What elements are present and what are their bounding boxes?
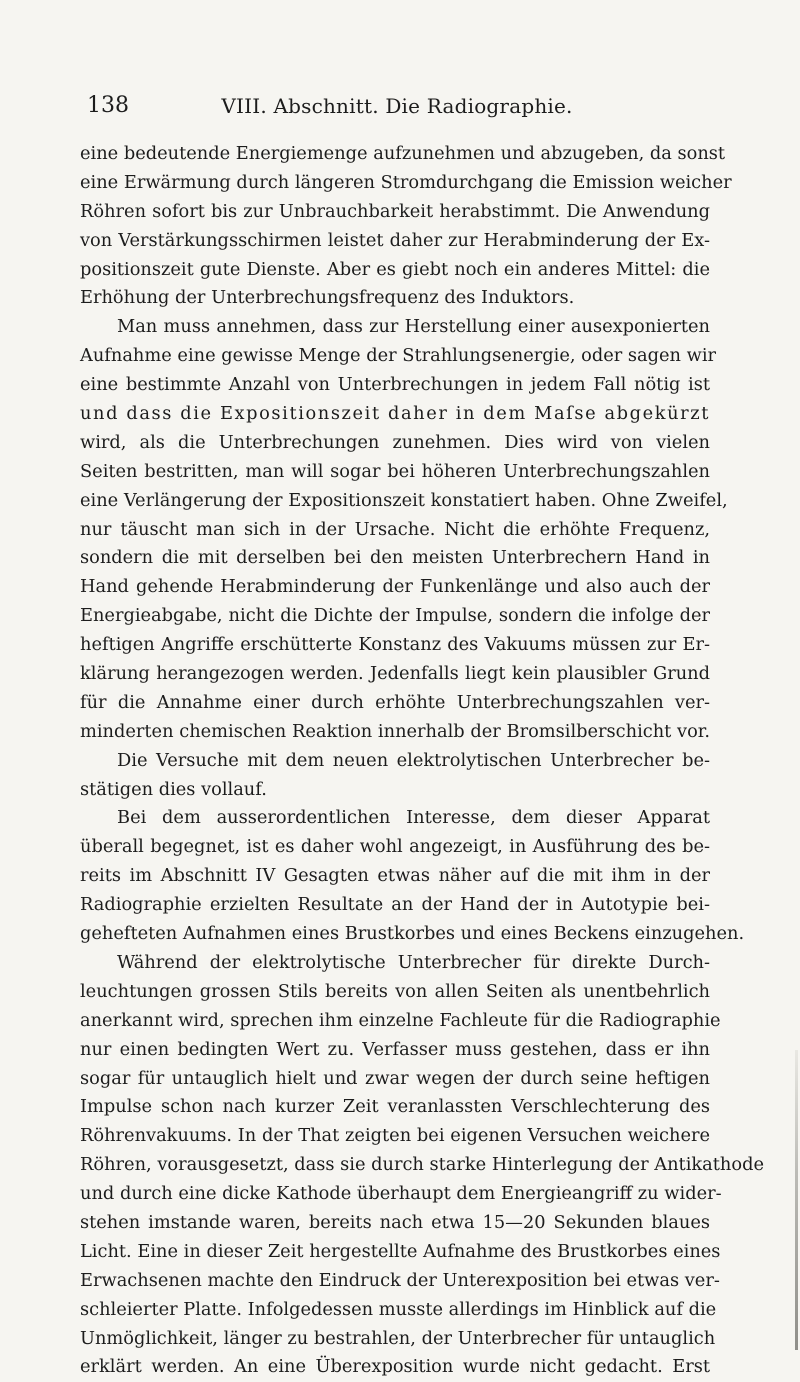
text-line: und durch eine dicke Kathode überhaupt dem Energieangriff zu wider- (80, 1183, 722, 1205)
text-line: Hand gehende Herabminderung der Funkenlänge und also auch der (80, 576, 710, 598)
text-line: Röhren, vorausgesetzt, dass sie durch starke Hinterlegung der Antikathode (80, 1154, 764, 1176)
text-line: leuchtungen grossen Stils bereits von allen Seiten als unentbehrlich (80, 980, 710, 1002)
text-line: minderten chemischen Reaktion innerhalb der Bromsilberschicht vor. (80, 720, 710, 742)
text-line: wird, als die Unterbrechungen zunehmen. Dies wird von vielen (80, 431, 710, 453)
text-line: Röhren sofort bis zur Unbrauchbarkeit herabstimmt. Die Anwendung (80, 200, 710, 222)
text-line: Energieabgabe, nicht die Dichte der Impulse, sondern die infolge der (80, 605, 710, 627)
text-line: Unmöglichkeit, länger zu bestrahlen, der Unterbrecher für untauglich (80, 1327, 716, 1349)
text-line: Erhöhung der Unterbrechungsfrequenz des Induktors. (80, 287, 575, 309)
text-line: erklärt werden. An eine Überexposition wurde nicht gedacht. Erst (80, 1356, 710, 1378)
paragraph-start: Man muss annehmen, dass zur Herstellung einer ausexponierten (117, 316, 710, 338)
text-line: Aufnahme eine gewisse Menge der Strahlungsenergie, oder sagen wir (80, 345, 717, 367)
chapter-title: VIII. Abschnitt. Die Radiographie. (221, 94, 573, 118)
text-line: klärung herangezogen werden. Jedenfalls liegt kein plausibler Grund (80, 663, 710, 685)
page-number: 138 (87, 93, 129, 118)
text-line: Röhrenvakuums. In der That zeigten bei eigenen Versuchen weichere (80, 1125, 710, 1147)
running-head (87, 90, 707, 122)
text-line: reits im Abschnitt IV Gesagten etwas näher auf die mit ihm in der (80, 865, 710, 887)
text-line: Die Versuche mit dem neuen elektrolytischen Unterbrecher be- (117, 749, 710, 771)
text-line: heftigen Angriffe erschütterte Konstanz des Vakuums müssen zur Er- (80, 634, 710, 656)
text-line: nur täuscht man sich in der Ursache. Nicht die erhöhte Frequenz, (80, 518, 710, 540)
text-line: schleierter Platte. Infolgedessen musste allerdings im Hinblick auf die (80, 1298, 717, 1320)
text-line: anerkannt wird, sprechen ihm einzelne Fachleute für die Radiographie (80, 1009, 721, 1031)
paragraph-start: Während der elektrolytische Unterbrecher für direkte Durch- (117, 951, 710, 973)
text-line: Erwachsenen machte den Eindruck der Unterexposition bei etwas ver- (80, 1269, 720, 1291)
text-line: Impulse schon nach kurzer Zeit veranlassten Verschlechterung des (80, 1096, 710, 1118)
text-line: gehefteten Aufnahmen eines Brustkorbes und eines Beckens einzugehen. (80, 923, 745, 945)
text-line: für die Annahme einer durch erhöhte Unterbrechungszahlen ver- (80, 691, 710, 713)
text-line: Radiographie erzielten Resultate an der Hand der in Autotypie bei- (80, 894, 710, 916)
text-line: Seiten bestritten, man will sogar bei höheren Unterbrechungszahlen (80, 460, 710, 482)
text-line: überall begegnet, ist es daher wohl angezeigt, in Ausführung des be- (80, 836, 710, 858)
text-line: nur einen bedingten Wert zu. Verfasser muss gestehen, dass er ihn (80, 1038, 710, 1060)
text-line: Licht. Eine in dieser Zeit hergestellte Aufnahme des Brustkorbes eines (80, 1240, 721, 1262)
text-line: von Verstärkungsschirmen leistet daher zur Herabminderung der Ex- (80, 229, 710, 251)
text-line: sondern die mit derselben bei den meisten Unterbrechern Hand in (80, 547, 710, 569)
text-line: eine Verlängerung der Expositionszeit konstatiert haben. Ohne Zweifel, (80, 489, 728, 511)
text-line: und dass die Expositionszeit daher in dem Maſse abgekürzt (80, 403, 710, 425)
text-line: eine bestimmte Anzahl von Unterbrechungen in jedem Fall nötig ist (80, 374, 710, 396)
text-line: stätigen dies vollauf. (80, 778, 267, 800)
text-line: eine Erwärmung durch längeren Stromdurchgang die Emission weicher (80, 171, 732, 193)
paragraph-start: Bei dem ausserordentlichen Interesse, dem dieser Apparat (117, 807, 710, 829)
text-line: eine bedeutende Energiemenge aufzunehmen und abzugeben, da sonst (80, 143, 726, 164)
text-line: stehen imstande waren, bereits nach etwa 15—20 Sekunden blaues (80, 1211, 710, 1233)
page-edge-shadow (795, 1050, 798, 1350)
text-line: positionszeit gute Dienste. Aber es giebt noch ein anderes Mittel: die (80, 258, 710, 280)
body-text (80, 140, 764, 1382)
text-line: sogar für untauglich hielt und zwar wegen der durch seine heftigen (80, 1067, 710, 1089)
